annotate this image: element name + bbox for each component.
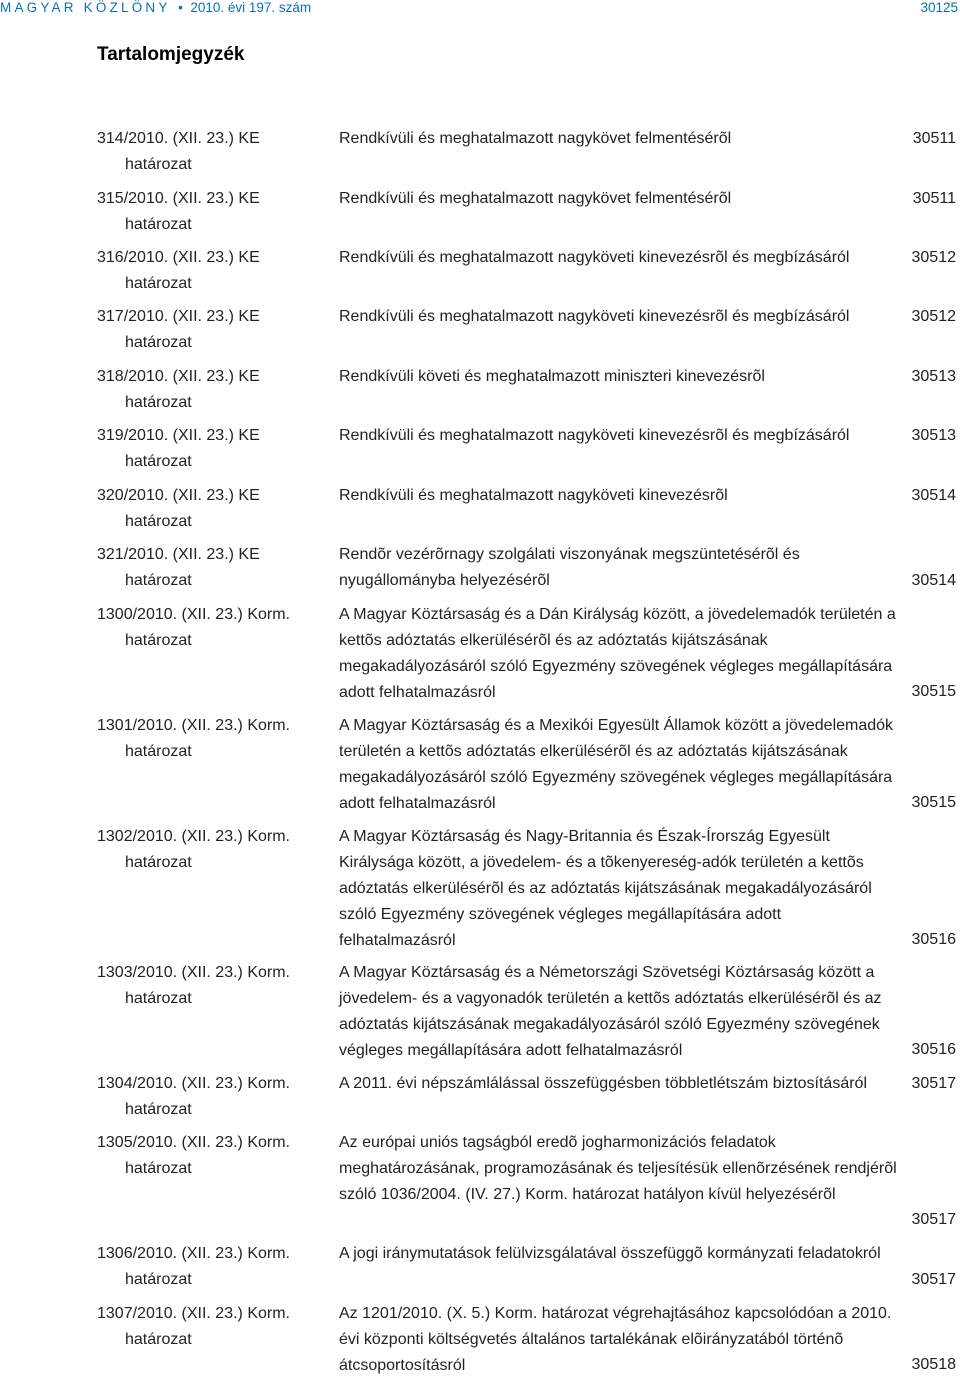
toc-entry-reference: [97, 1071, 317, 1123]
reference-type: határozat: [125, 1331, 192, 1348]
toc-entry-page: 30511: [912, 130, 956, 147]
toc-entry-reference: [97, 304, 317, 356]
reference-type: határozat: [125, 513, 192, 530]
reference-number: 317/2010. (XII. 23.) KE: [97, 308, 260, 325]
reference-type: határozat: [125, 216, 192, 233]
reference-number: 318/2010. (XII. 23.) KE: [97, 368, 260, 385]
toc-entry-page: 30513: [911, 427, 956, 444]
toc-entry-page: 30514: [911, 572, 956, 589]
reference-type: határozat: [125, 394, 192, 411]
toc-entry-reference: [97, 483, 317, 535]
issue-label: 2010. évi 197. szám: [190, 0, 312, 15]
toc-entry-page: 30517: [911, 1271, 956, 1288]
toc-entry-reference: [97, 1130, 317, 1182]
reference-number: 1307/2010. (XII. 23.) Korm.: [97, 1305, 290, 1322]
reference-type: határozat: [125, 990, 192, 1007]
reference-type: határozat: [125, 453, 192, 470]
toc-entry-reference: [97, 1301, 317, 1353]
toc-entry-page: 30518: [911, 1356, 956, 1373]
reference-number: 1306/2010. (XII. 23.) Korm.: [97, 1245, 290, 1262]
toc-entry-reference: [97, 245, 317, 297]
toc-entry-title: Rendkívüli és meghatalmazott nagykövet felmentésérõl: [339, 190, 732, 207]
toc-entry-reference: [97, 1241, 317, 1293]
reference-number: 1303/2010. (XII. 23.) Korm.: [97, 964, 290, 981]
reference-type: határozat: [125, 334, 192, 351]
toc-entry-page: 30511: [912, 190, 956, 207]
toc-entry-title: Rendkívüli és meghatalmazott nagyköveti kinevezésrõl: [339, 487, 728, 504]
reference-type: határozat: [125, 1271, 192, 1288]
reference-number: 315/2010. (XII. 23.) KE: [97, 190, 260, 207]
toc-entry-reference: [97, 126, 317, 178]
toc-entry-reference: [97, 602, 317, 654]
toc-entry-reference: [97, 542, 317, 594]
reference-type: határozat: [125, 743, 192, 760]
toc-entry-title: Rendkívüli és meghatalmazott nagyköveti kinevezésrõl és megbízásáról: [339, 249, 850, 266]
reference-number: 314/2010. (XII. 23.) KE: [97, 130, 260, 147]
toc-entry-title: Rendõr vezérõrnagy szolgálati viszonyának megszüntetésérõl és nyugállományba helyezésérõl: [339, 546, 800, 589]
toc-entry-title: A jogi iránymutatások felülvizsgálatával összefüggõ kormányzati feladatokról: [339, 1245, 881, 1262]
reference-number: 321/2010. (XII. 23.) KE: [97, 546, 260, 563]
reference-number: 1301/2010. (XII. 23.) Korm.: [97, 717, 290, 734]
journal-name: MAGYAR KÖZLÖNY: [0, 0, 171, 15]
toc-entry-page: 30514: [911, 487, 956, 504]
page-title: Tartalomjegyzék: [97, 44, 245, 65]
toc-entry-reference: [97, 423, 317, 475]
toc-entry-title: Az 1201/2010. (X. 5.) Korm. határozat végrehajtásához kapcsolódóan a 2010. évi központi költségvetés általános tartalékának elõirányzatából történõ átcsoportosításról: [339, 1305, 892, 1374]
reference-type: határozat: [125, 275, 192, 292]
toc-entry-page: 30515: [911, 794, 956, 811]
toc-entry-page: 30512: [911, 308, 956, 325]
toc-entry-page: 30517: [911, 1211, 956, 1228]
reference-type: határozat: [125, 632, 192, 649]
reference-number: 316/2010. (XII. 23.) KE: [97, 249, 260, 266]
toc-entry-reference: [97, 824, 317, 876]
reference-number: 320/2010. (XII. 23.) KE: [97, 487, 260, 504]
toc-entry-title: A Magyar Köztársaság és a Mexikói Egyesült Államok között a jövedelemadók területén a kettõs adóztatás elkerülésérõl és az adóztatás kijátszásának megakadályozásáról szóló Egyezmény szövegének végleges megállapítására adott felhatalmazásról: [339, 717, 894, 812]
toc-entry-reference: [97, 364, 317, 416]
reference-type: határozat: [125, 156, 192, 173]
reference-type: határozat: [125, 854, 192, 871]
reference-number: 1302/2010. (XII. 23.) Korm.: [97, 828, 290, 845]
toc-entry-title: Rendkívüli és meghatalmazott nagyköveti kinevezésrõl és megbízásáról: [339, 308, 850, 325]
reference-number: 319/2010. (XII. 23.) KE: [97, 427, 260, 444]
toc-entry-page: 30512: [911, 249, 956, 266]
toc-entry-page: 30517: [911, 1075, 956, 1092]
toc-entry-title: A Magyar Köztársaság és Nagy-Britannia és Észak-Írország Egyesült Királysága között, a jövedelem- és a tõkenyereség-adók területén a kettõs adóztatás elkerülésérõl és az adóztatás kijátszásának megakadályozásáról szóló Egyezmény szövegének végleges megállapítására adott felhatalmazásról: [339, 828, 872, 949]
reference-type: határozat: [125, 1160, 192, 1177]
toc-entry-title: A Magyar Köztársaság és a Dán Királyság között, a jövedelemadók területén a kettõs adóztatás elkerülésérõl és az adóztatás kijátszásának megakadályozásáról szóló Egyezmény szövegének végleges megállapítására adott felhatalmazásról: [339, 606, 896, 701]
toc-entry-reference: [97, 186, 317, 238]
toc-entry-reference: [97, 960, 317, 1012]
toc-entry-reference: [97, 713, 317, 765]
toc-entry-title: Rendkívüli és meghatalmazott nagykövet felmentésérõl: [339, 130, 732, 147]
toc-entry-title: Az európai uniós tagságból eredõ jogharmonizációs feladatok meghatározásának, programozásának és teljesítésük ellenõrzésének rendjérõl szóló 1036/2004. (IV. 27.) Korm. határozat hatályon kívül helyezésérõl: [339, 1134, 897, 1203]
toc-entry-title: Rendkívüli követi és meghatalmazott miniszteri kinevezésrõl: [339, 368, 765, 385]
toc-entry-page: 30516: [911, 1041, 956, 1058]
reference-type: határozat: [125, 1101, 192, 1118]
toc-entry-page: 30515: [911, 683, 956, 700]
toc-entry-page: 30516: [911, 931, 956, 948]
toc-entry-page: 30513: [911, 368, 956, 385]
page-header: MAGYAR KÖZLÖNY • 2010. évi 197. szám 30125: [0, 0, 958, 15]
page-number: 30125: [920, 0, 958, 15]
reference-number: 1304/2010. (XII. 23.) Korm.: [97, 1075, 290, 1092]
toc-entry-title: A 2011. évi népszámlálással összefüggésben többletlétszám biztosításáról: [339, 1075, 868, 1092]
reference-number: 1300/2010. (XII. 23.) Korm.: [97, 606, 290, 623]
toc-entry-title: A Magyar Köztársaság és a Németországi Szövetségi Köztársaság között a jövedelem- és a vagyonadók területén a kettõs adóztatás elkerülésérõl és az adóztatás kijátszásának megakadályozásáról szóló Egyezmény szövegének végleges megállapítására adott felhatalmazásról: [339, 964, 882, 1059]
toc-entry-title: Rendkívüli és meghatalmazott nagyköveti kinevezésrõl és megbízásáról: [339, 427, 850, 444]
reference-type: határozat: [125, 572, 192, 589]
reference-number: 1305/2010. (XII. 23.) Korm.: [97, 1134, 290, 1151]
